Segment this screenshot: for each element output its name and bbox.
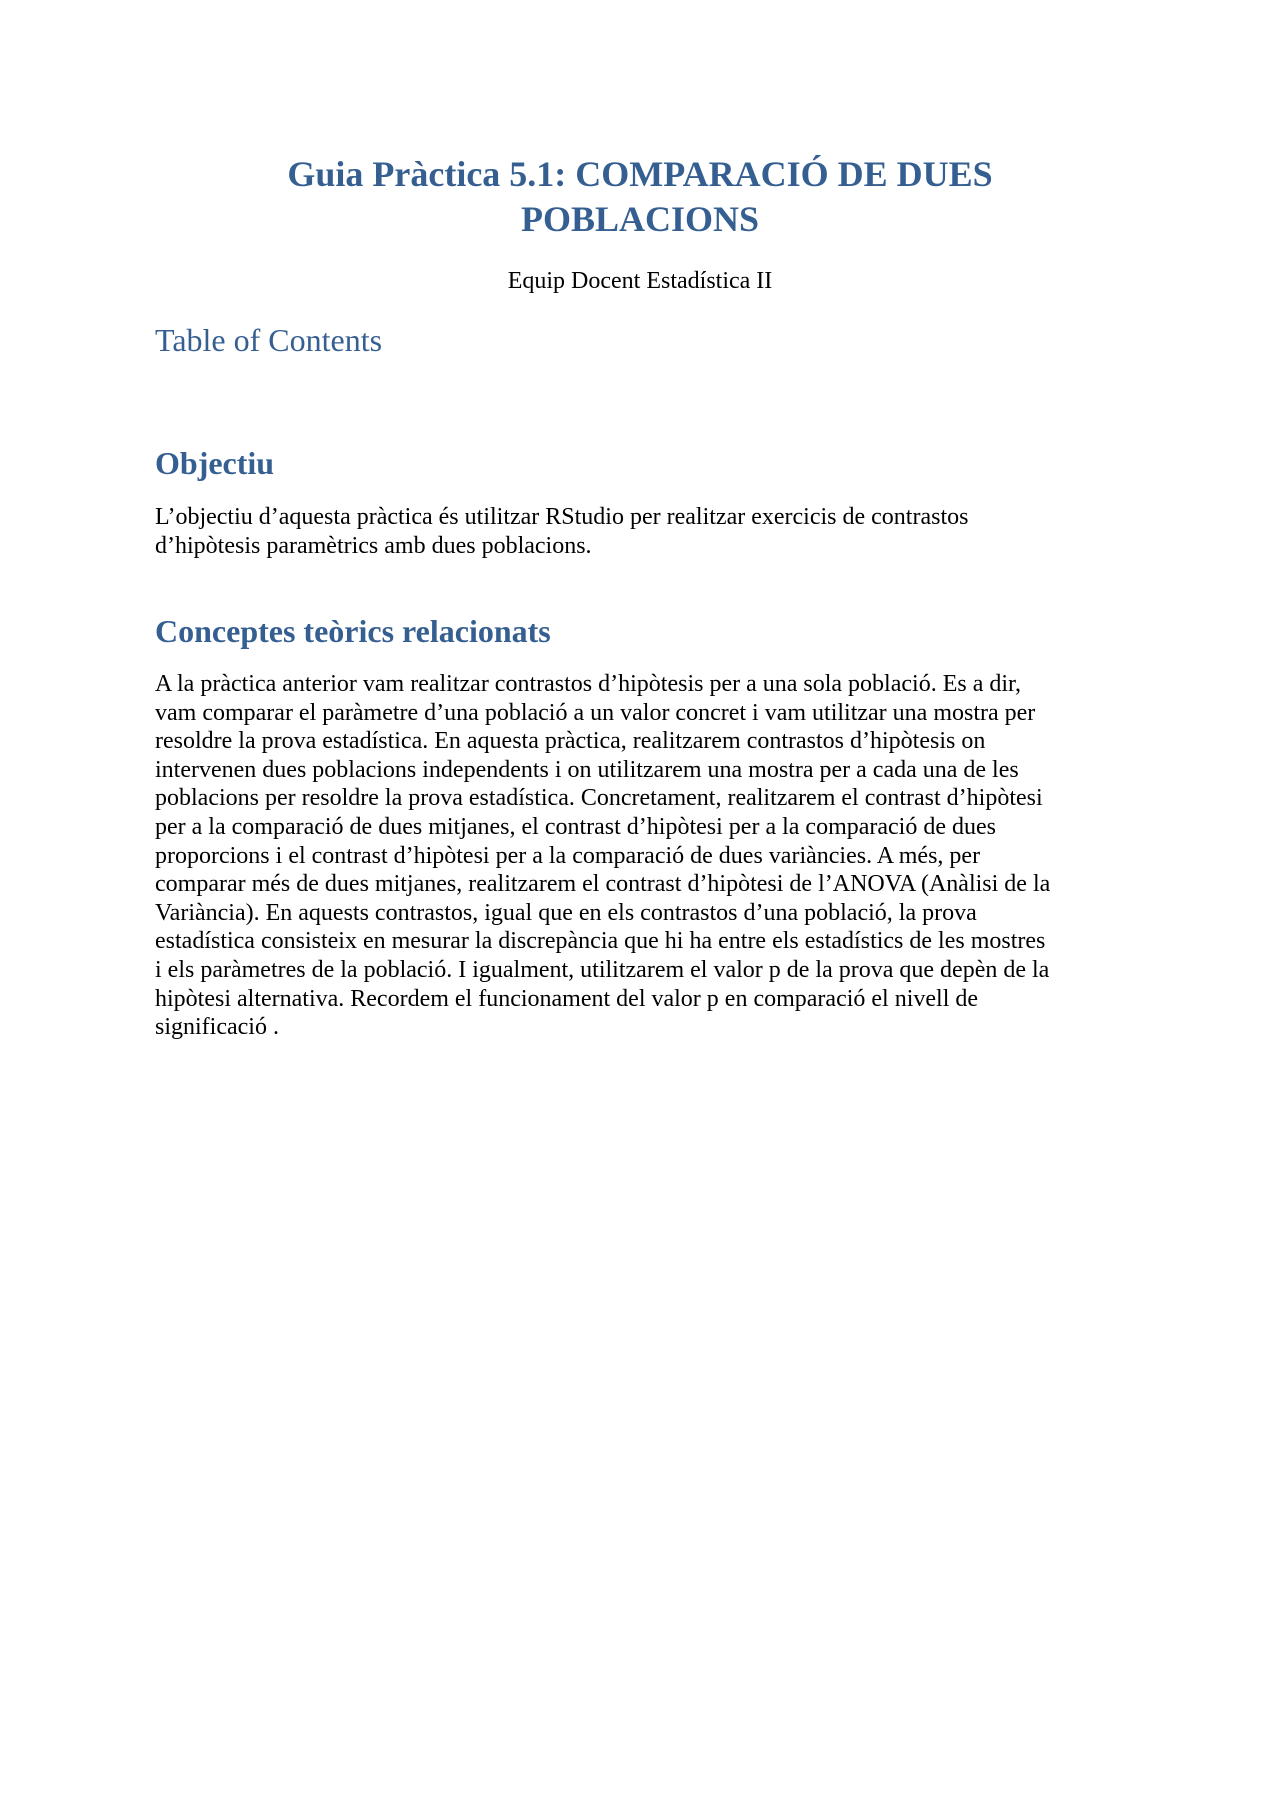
section-body-conceptes	[155, 670, 1130, 1042]
paragraph-line: proporcions i el contrast d’hipòtesi per a la comparació de dues variàncies. A més, per	[155, 842, 981, 869]
document-title	[200, 152, 1080, 242]
paragraph-line: estadística consisteix en mesurar la discrepància que hi ha entre els estadístics de les mostres	[155, 928, 1046, 955]
paragraph-line: hipòtesi alternativa. Recordem el funcionament del valor p en comparació el nivell de	[155, 985, 979, 1012]
document-title-line: POBLACIONS	[520, 199, 760, 239]
section-heading-conceptes: Conceptes teòrics relacionats	[155, 613, 551, 649]
paragraph-line: Variància). En aquests contrastos, igual que en els contrastos d’una població, la prova	[155, 899, 977, 926]
table-of-contents-heading: Table of Contents	[155, 322, 383, 358]
paragraph-line: d’hipòtesis paramètrics amb dues poblacions.	[155, 532, 592, 559]
paragraph-line: i els paràmetres de la població. I igualment, utilitzarem el valor p de la prova que depèn de la	[155, 956, 1050, 983]
paragraph-line: A la pràctica anterior vam realitzar contrastos d’hipòtesis per a una sola població. Es a dir,	[155, 671, 1022, 697]
paragraph-line: per a la comparació de dues mitjanes, el contrast d’hipòtesi per a la comparació de dues	[155, 813, 996, 840]
section-heading-objectiu: Objectiu	[155, 445, 275, 481]
paragraph-line: L’objectiu d’aquesta pràctica és utilitzar RStudio per realitzar exercicis de contrastos	[155, 504, 969, 530]
section-body-objectiu	[155, 503, 1130, 560]
paragraph-line: comparar més de dues mitjanes, realitzarem el contrast d’hipòtesi de l’ANOVA (Anàlisi de la	[155, 871, 1051, 898]
paragraph-line: significació .	[155, 1014, 279, 1041]
paragraph-line: intervenen dues poblacions independents i on utilitzarem una mostra per a cada una de les	[155, 756, 1019, 783]
document-title-line: Guia Pràctica 5.1: COMPARACIÓ DE DUES	[287, 154, 993, 194]
paragraph-line: poblacions per resoldre la prova estadística. Concretament, realitzarem el contrast d’hipòtesi	[155, 785, 1043, 812]
document-author: Equip Docent Estadística II	[507, 268, 773, 294]
paragraph-line: vam comparar el paràmetre d’una població a un valor concret i vam utilitzar una mostra per	[155, 699, 1036, 726]
paragraph-line: resoldre la prova estadística. En aquesta pràctica, realitzarem contrastos d’hipòtesis on	[155, 728, 986, 755]
